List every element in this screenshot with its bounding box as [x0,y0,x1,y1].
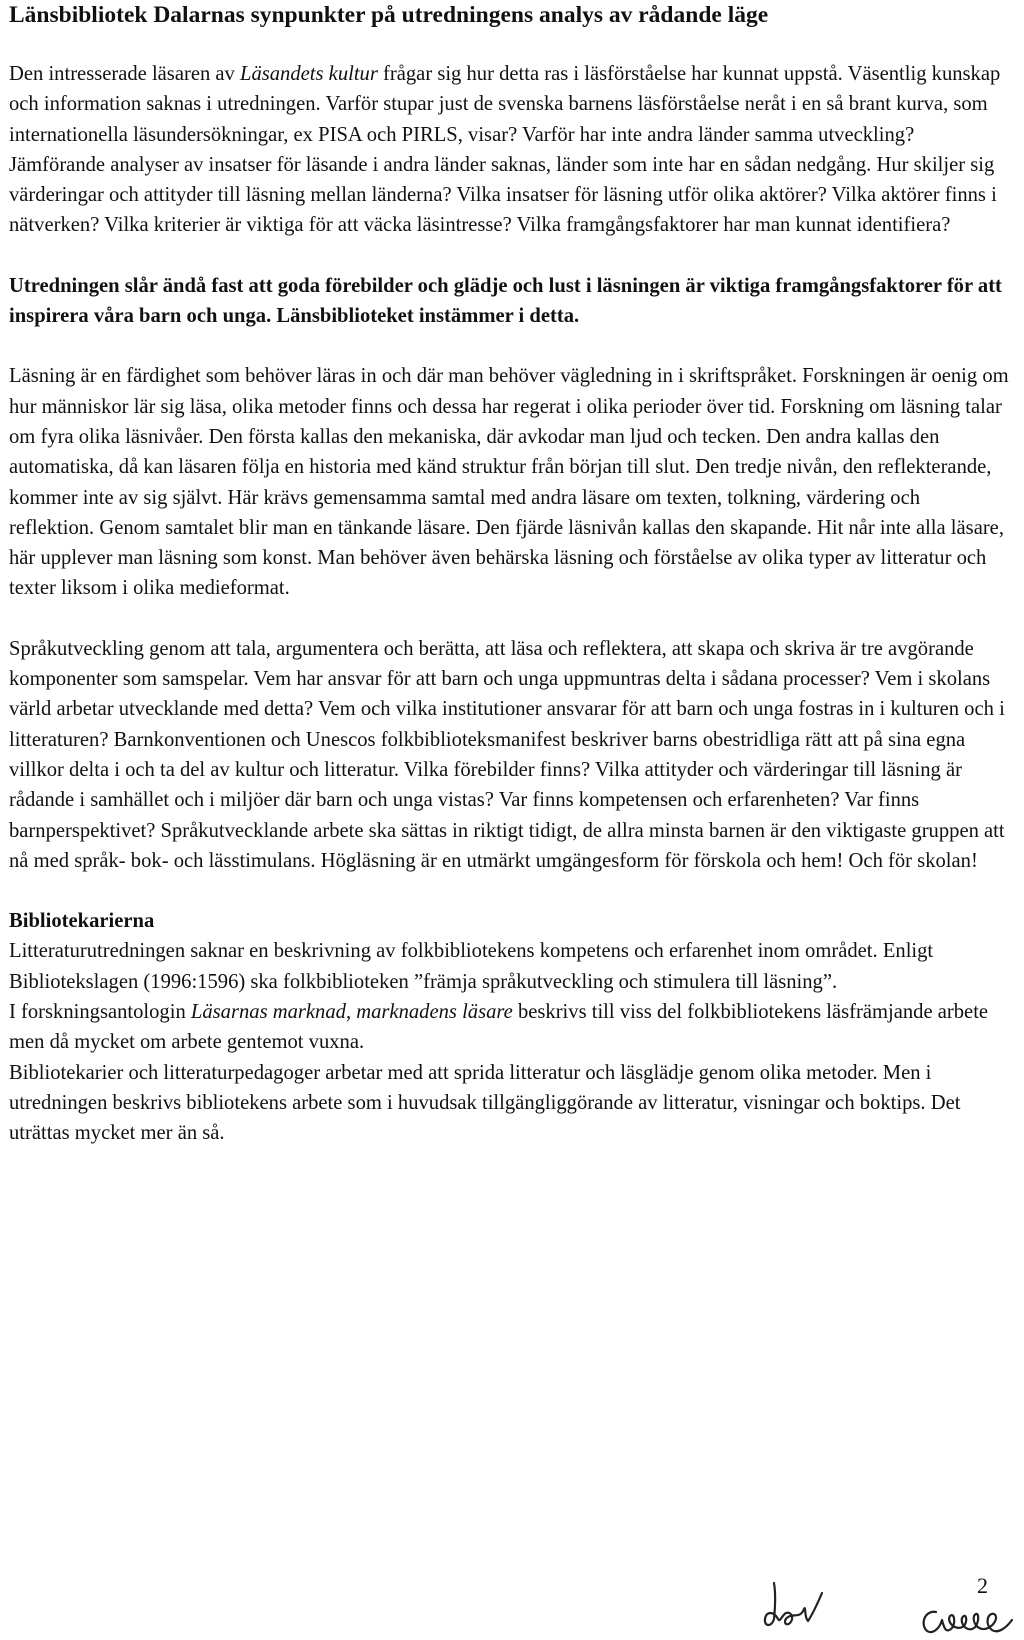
intro-text-start: Den intresserade läsaren av [9,63,240,85]
handwritten-initials-signature [760,1575,830,1635]
page-number: 2 [977,1573,988,1598]
librarians-paragraph-2 [9,997,1009,1058]
document-heading: Länsbibliotek Dalarnas synpunkter på utredningens analys av rådande läge [9,2,769,28]
librarians-paragraph-1: Litteraturutredningen saknar en beskrivning av folkbibliotekens kompetens och erfarenhet inom området. Enligt Bibliotekslagen (1996:1596) ska folkbiblioteken ”främja språkutveckling och stimulera till läsning”. [9,940,934,993]
document-page [9,0,1009,1149]
handwritten-initials-signature-2 [918,1598,1018,1640]
librarians-heading: Bibliotekarierna [9,910,155,933]
librarians-text-start: I forskningsantologin [9,1001,191,1024]
librarians-paragraph-3: Bibliotekarier och litteraturpedagoger arbetar med att sprida litteratur och läsglädje genom olika metoder. Men i utredningen beskrivs bibliotekens arbete som i huvudsak tillgängliggörande av litteratur, visningar och boktips. Det uträttas mycket mer än så. [9,1061,961,1145]
book-title: Läsandets kultur [240,63,378,85]
intro-text-rest: frågar sig hur detta ras i läsförståelse har kunnat uppstå. Väsentlig kunskap och information saknas i utredningen. Varför stupar just de svenska barnens läsförståelse neråt i en så brant kurva, som internationella läsundersökningar, ex PISA och PIRLS, visar? Varför har inte andra länder samma utveckling? Jämförande analyser av insatser för läsande i andra länder saknas, länder som inte har en sådan nedgång. Hur skiljer sig värderingar och attityder till läsning mellan länderna? Vilka insatser för läsning utför olika aktörer? Vilka aktörer finns i nätverken? Vilka kriterier är viktiga för att väcka läsintresse? Vilka framgångsfaktorer har man kunnat identifiera? [9,63,1001,237]
anthology-title: Läsarnas marknad, marknadens läsare [190,1001,513,1024]
librarians-text-rest: beskrivs till viss del folkbibliotekens läsfrämjande arbete men då mycket om arbete gentemot vuxna. [9,1001,989,1054]
language-development-paragraph: Språkutveckling genom att tala, argumentera och berätta, att läsa och reflektera, att skapa och skriva är tre avgörande komponenter som samspelar. Vem har ansvar för att barn och unga uppmuntras delta i sådana processer? Vem i skolans värld arbetar utvecklande med detta? Vem och vilka institutioner ansvarar för att barn och unga fostras in i kulturen och i litteraturen? Barnkonventionen och Unescos folkbiblioteksmanifest beskriver barns obestridliga rätt att på sina egna villkor delta i och ta del av kultur och litteratur. Vilka förebilder finns? Vilka attityder och värderingar till läsning är rådande i samhället och i miljöer där barn och unga vistas? Var finns kompetensen och erfarenheten? Var finns barnperspektivet? Språkutvecklande arbete ska sättas in riktigt tidigt, de allra minsta barnen är den viktigaste gruppen att nå med språk- bok- och lässtimulans. Högläsning är en utmärkt umgängesform för förskola och hem! Och för skolan! [9,637,1005,872]
reading-levels-paragraph: Läsning är en färdighet som behöver läras in och där man behöver vägledning in i skriftspråket. Forskningen är oenig om hur människor lär sig läsa, olika metoder finns och dessa har regerat i olika perioder över tid. Forskning om läsning talar om fyra olika läsnivåer. Den första kallas den mekaniska, där avkodar man ljud och tecken. Den andra kallas den automatiska, då kan läsaren följa en historia med känd struktur från början till slut. Den tredje nivån, den reflekterande, kommer inte av sig självt. Här krävs gemensamma samtal med andra läsare om texten, tolkning, värdering och reflektion. Genom samtalet blir man en tänkande läsare. Den fjärde läsnivån kallas den skapande. Hit når inte alla läsare, här upplever man läsning som konst. Man behöver även behärska läsning och förståelse av olika typer av litteratur och texter liksom i olika medieformat. [9,365,1009,600]
bold-statement-paragraph: Utredningen slår ändå fast att goda förebilder och glädje och lust i läsningen är viktiga framgångsfaktorer för att inspirera våra barn och unga. Länsbiblioteket instämmer i detta. [9,274,1002,328]
intro-paragraph [9,59,1009,241]
